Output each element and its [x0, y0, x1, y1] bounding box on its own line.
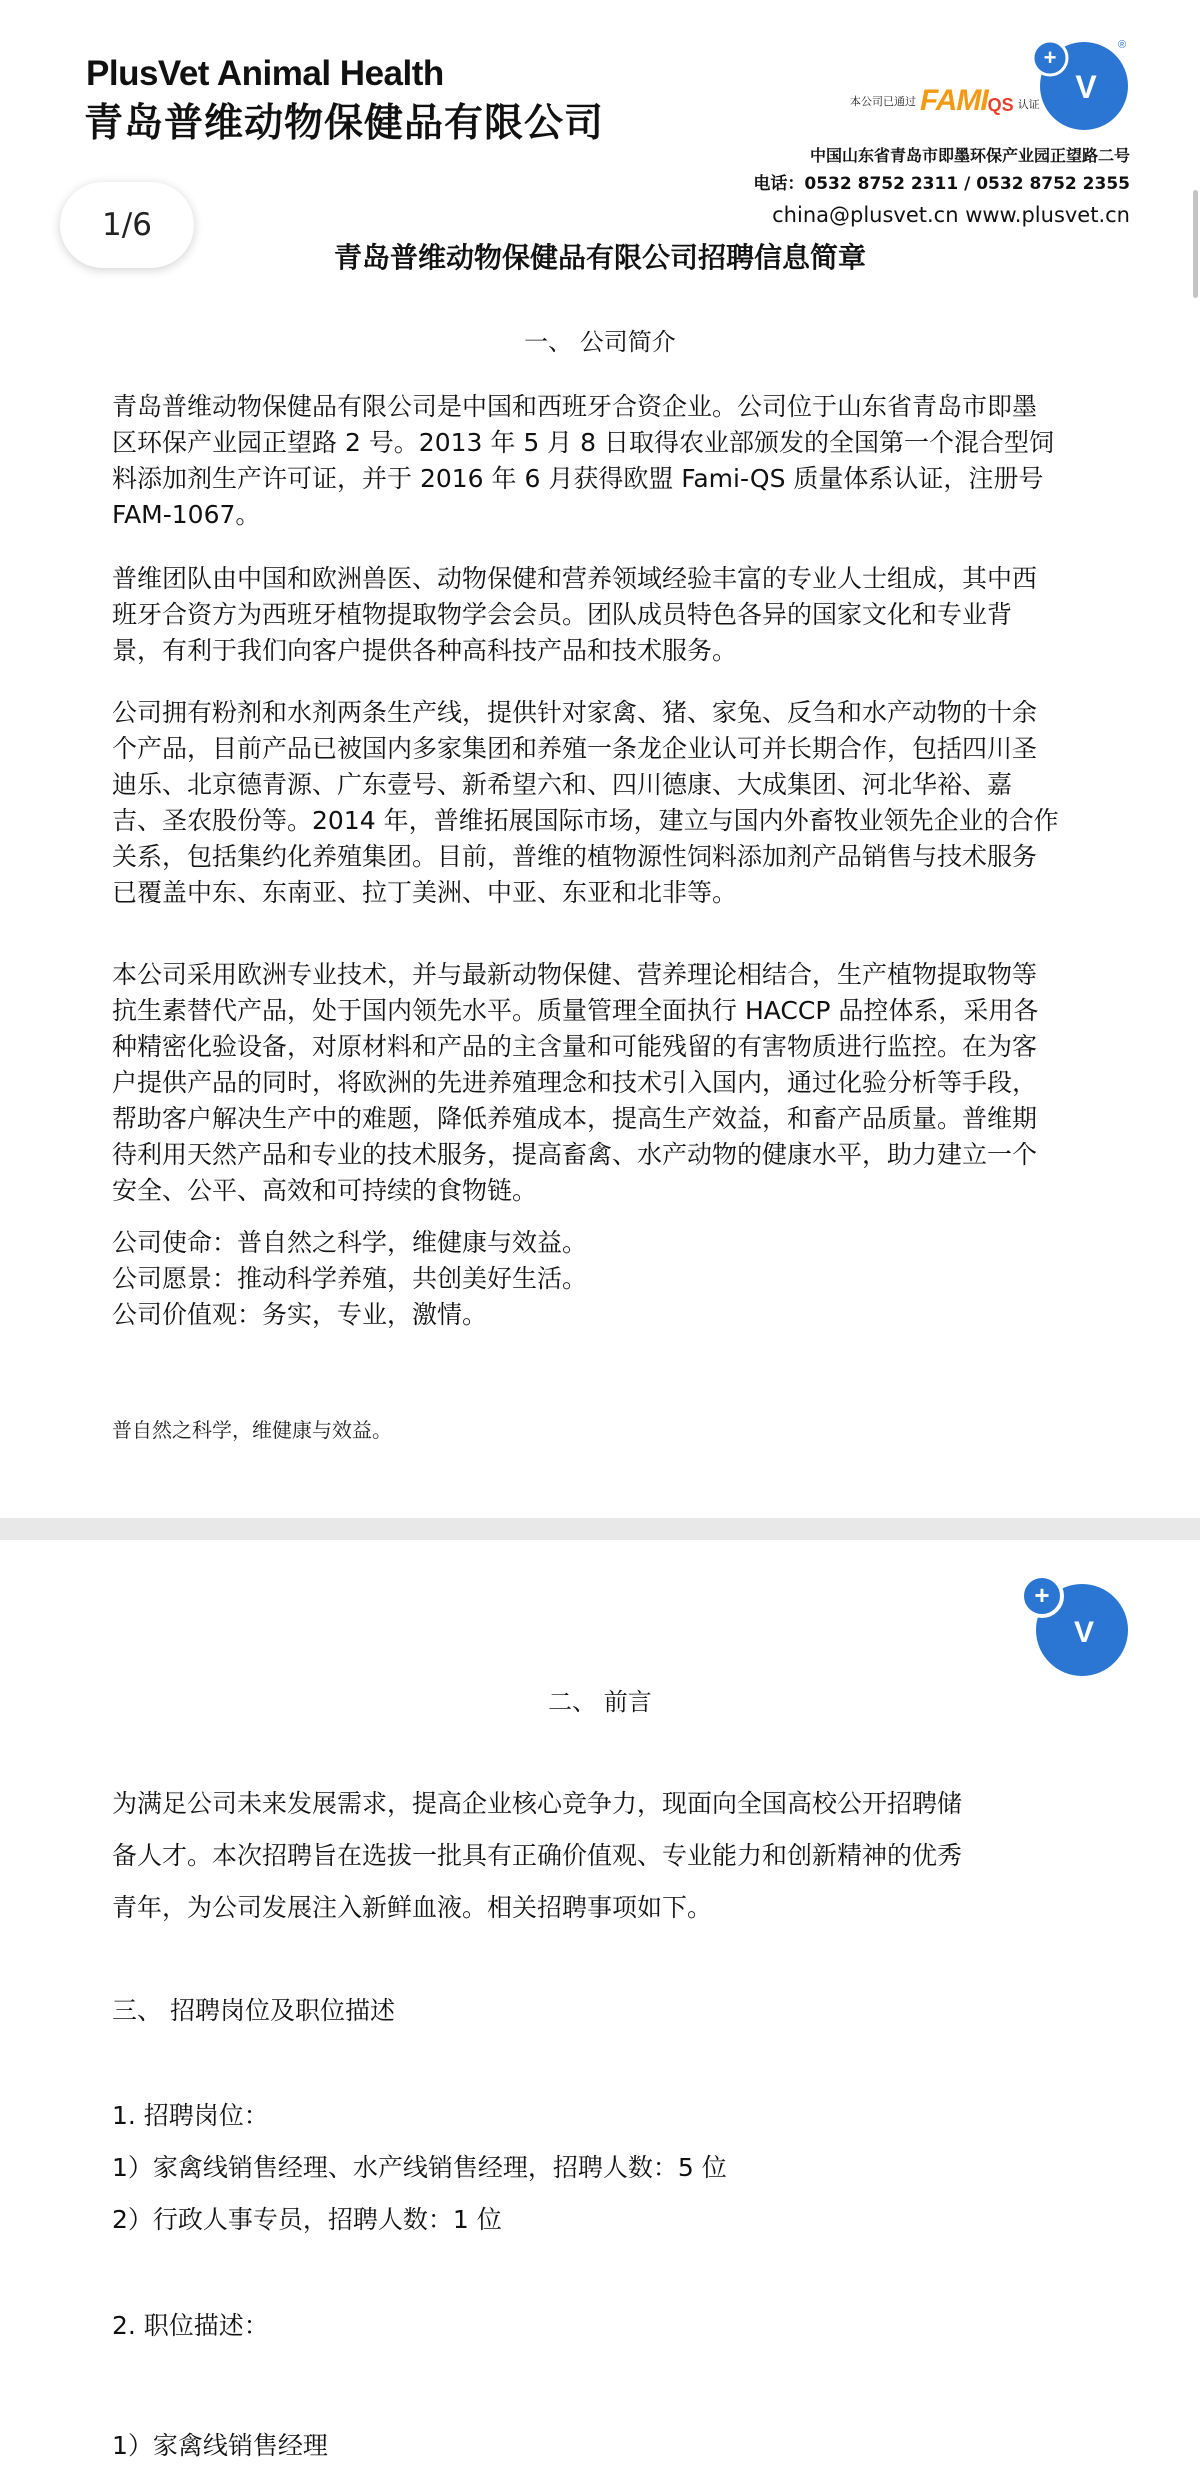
badge-letter: V: [1073, 1616, 1095, 1649]
company-values: 公司价值观：务实，专业，激情。: [112, 1300, 488, 1329]
company-phone: 电话：0532 8752 2311 / 0532 8752 2355: [753, 174, 1130, 194]
company-mission: 公司使命：普自然之科学，维健康与效益。: [112, 1228, 588, 1257]
badge-letter: V: [1075, 69, 1097, 105]
badge-plus: +: [1034, 1580, 1050, 1610]
scrollbar-thumb[interactable]: [1193, 190, 1198, 298]
paragraph: 本公司采用欧洲专业技术，并与最新动物保健、营养理论相结合，生产植物提取物等抗生素替代产品，处于国内领先水平。质量管理全面执行 HACCP 品控体系，采用各种精密化验设备，对原材料和产品的主含量和可能残留的有害物质进行监控。在为客户提供产品的同时，将欧洲的先进养殖理念和技术引入国内，通过化验分析等手段，帮助客户解决生产中的难题，降低养殖成本，提高生产效益，和畜产品质量。普维期待利用天然产品和专业的技术服务，提高畜禽、水产动物的健康水平，助力建立一个安全、公平、高效和可持续的食物链。: [112, 960, 1039, 1205]
position-item: 1）家禽线销售经理、水产线销售经理，招聘人数：5 位: [112, 2153, 727, 2182]
company-address: 中国山东省青岛市即墨环保产业园正望路二号: [809, 146, 1130, 165]
paragraph: 青岛普维动物保健品有限公司是中国和西班牙合资企业。公司位于山东省青岛市即墨区环保产业园正望路 2 号。2013 年 5 月 8 日取得农业部颁发的全国第一个混合型饲料添加剂生产许可证，并于 2016 年 6 月获得欧盟 Fami-QS 质量体系认证，注册号 FAM-1067。: [112, 392, 1054, 529]
description-item: 1）家禽线销售经理: [112, 2431, 328, 2460]
section-1-heading: 一、 公司简介: [524, 328, 676, 356]
page-indicator[interactable]: 1/6: [60, 182, 194, 268]
intro-paragraph: [112, 1778, 1072, 1934]
company-web: china@plusvet.cn www.plusvet.cn: [772, 203, 1130, 227]
registered-mark: ®: [1117, 39, 1127, 51]
section-2-heading: 二、 前言: [548, 1688, 652, 1716]
paragraph: 普维团队由中国和欧洲兽医、动物保健和营养领域经验丰富的专业人士组成，其中西班牙合资方为西班牙植物提取物学会会员。团队成员特色各异的国家文化和专业背景，有利于我们向客户提供各种高科技产品和技术服务。: [112, 564, 1038, 665]
footer-motto: 普自然之科学，维健康与效益。: [112, 1418, 392, 1442]
description-heading: 2. 职位描述：: [112, 2311, 269, 2340]
paragraph: 公司拥有粉剂和水剂两条生产线，提供针对家禽、猪、家兔、反刍和水产动物的十余个产品，目前产品已被国内多家集团和养殖一条龙企业认可并长期合作，包括四川圣迪乐、北京德青源、广东壹号、新希望六和、四川德康、大成集团、河北华裕、嘉吉、圣农股份等。2014 年，普维拓展国际市场，建立与国内外畜牧业领先企业的合作关系，包括集约化养殖集团。目前，普维的植物源性饲料添加剂产品销售与技术服务已覆盖中东、东南亚、拉丁美洲、中亚、东亚和北非等。: [112, 698, 1059, 907]
company-vision: 公司愿景：推动科学养殖，共创美好生活。: [112, 1264, 588, 1293]
fami-logo: FAMI: [920, 84, 988, 117]
qs-logo: QS: [987, 94, 1014, 115]
company-name-en: PlusVet Animal Health: [86, 54, 444, 93]
contact-block: [753, 142, 1130, 232]
cert-prefix: 本公司已通过: [850, 95, 916, 108]
positions-heading: 1. 招聘岗位：: [112, 2101, 269, 2130]
cert-suffix: 认证: [1017, 98, 1040, 111]
plusvet-badge-icon: [1016, 1570, 1134, 1688]
badge-plus: +: [1043, 45, 1057, 70]
document-title: 青岛普维动物保健品有限公司招聘信息简章: [333, 241, 866, 274]
plusvet-badge-icon: [1028, 36, 1130, 138]
section-3-heading: 三、 招聘岗位及职位描述: [112, 1996, 395, 2025]
intro-line: 青年，为公司发展注入新鲜血液。相关招聘事项如下。: [112, 1893, 713, 1922]
company-values-block: [112, 1225, 1060, 1333]
intro-line: 备人才。本次招聘旨在选拔一批具有正确价值观、专业能力和创新精神的优秀: [112, 1841, 963, 1870]
company-name-cn: 青岛普维动物保健品有限公司: [84, 101, 605, 146]
fami-qs-certification: [850, 84, 1040, 118]
intro-line: 为满足公司未来发展需求，提高企业核心竞争力，现面向全国高校公开招聘储: [112, 1789, 963, 1818]
position-item: 2）行政人事专员，招聘人数：1 位: [112, 2205, 502, 2234]
